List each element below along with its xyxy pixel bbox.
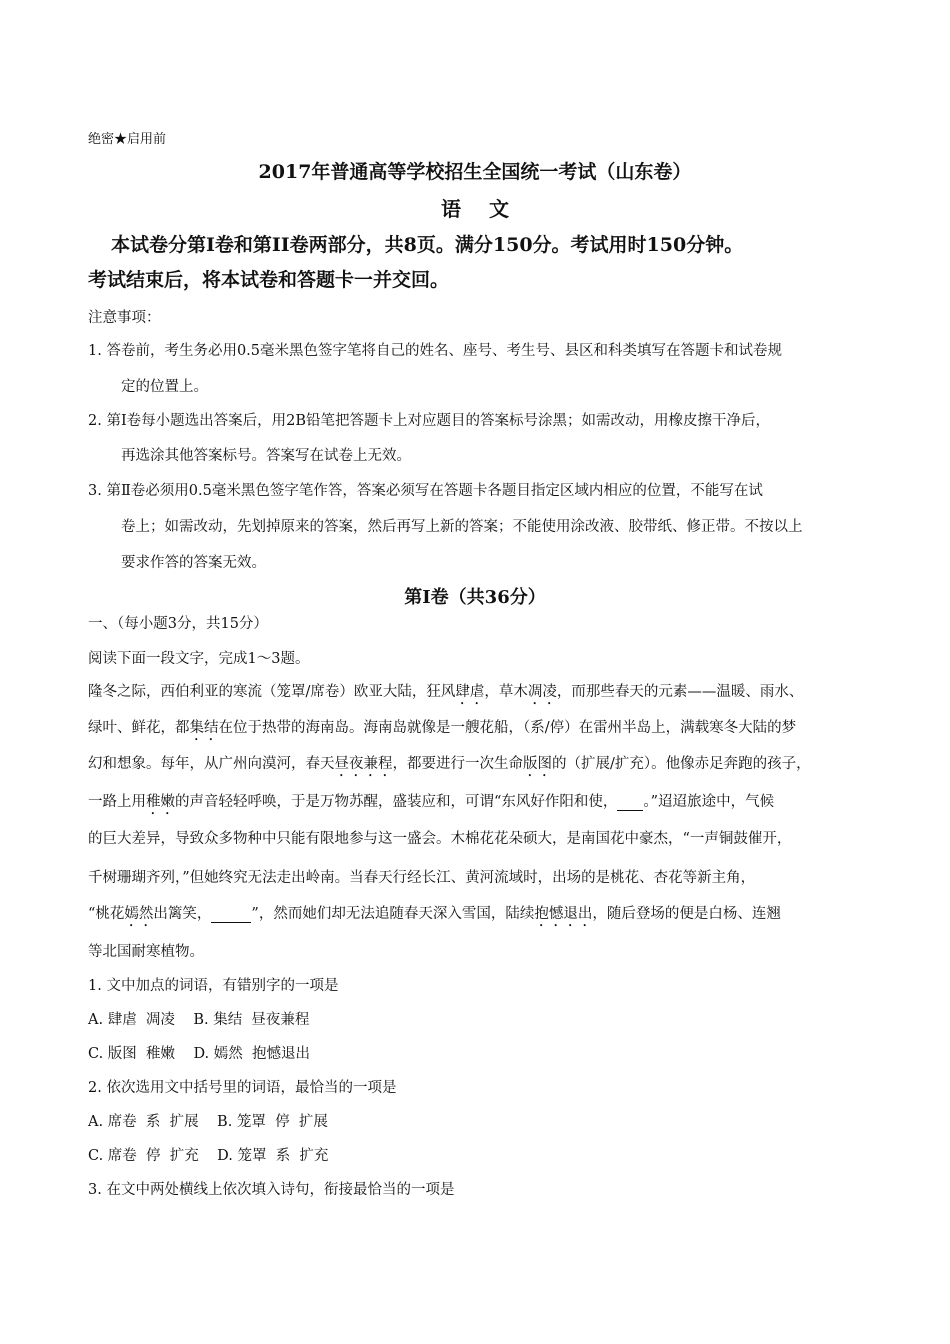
note-3-line-3: 要求作答的答案无效。: [121, 555, 266, 571]
part-one-heading: 一、（每小题3分，共15分）: [88, 616, 268, 632]
fill-blank-1: [617, 794, 643, 811]
question-2-options-ab: A. 席卷 系 扩展 B. 笼罩 停 扩展: [88, 1114, 328, 1130]
question-1: 1. 文中加点的词语，有错别字的一项是: [88, 978, 339, 994]
note-3-line-1: 3. 第Ⅱ卷必须用0.5毫米黑色签字笔作答，答案必须写在答题卡各题目指定区域内相应的位置，不能写在试: [88, 483, 763, 499]
passage-line-3: 幻和想象。每年，从广州向漠河，春天昼夜兼程，都要进行一次生命版图的（扩展/扩充）。他像赤足奔跑的孩子，: [88, 756, 811, 772]
note-3-line-2: 卷上；如需改动，先划掉原来的答案，然后再写上新的答案；不能使用涂改液、胶带纸、修正带。不按以上: [121, 519, 803, 535]
passage-line-4: 一路上用稚嫩的声音轻轻呼唤，于是万物苏醒，盛装应和，可谓“东风好作阳和使， 。”迢迢旅途中，气候: [88, 794, 775, 810]
secret-label: 绝密★启用前: [88, 132, 167, 147]
dotted-word: 版图: [523, 756, 552, 772]
dotted-word: 昼夜兼程: [334, 756, 393, 772]
exam-title: 2017年普通高等学校招生全国统一考试（山东卷）: [258, 161, 692, 183]
dotted-word: 肆虐: [455, 684, 485, 700]
dotted-word: 抱憾退出: [534, 906, 593, 922]
intro-line-2: 考试结束后，将本试卷和答题卡一并交回。: [88, 269, 450, 291]
question-1-options-ab: A. 肆虐 凋凌 B. 集结 昼夜兼程: [88, 1012, 310, 1028]
question-1-options-cd: C. 版图 稚嫩 D. 嫣然 抱憾退出: [88, 1046, 310, 1062]
notes-heading: 注意事项：: [88, 310, 161, 326]
dotted-word: 凋凌: [527, 684, 557, 700]
subject-title: 语文: [441, 197, 537, 221]
passage-line-5: 的巨大差异，导致众多物种中只能有限地参与这一盛会。木棉花花朵硕大，是南国花中豪杰，“一声铜鼓催开，: [88, 831, 792, 847]
question-2: 2. 依次选用文中括号里的词语，最恰当的一项是: [88, 1080, 397, 1096]
question-2-options-cd: C. 席卷 停 扩充 D. 笼罩 系 扩充: [88, 1148, 329, 1164]
passage-line-1: 隆冬之际，西伯利亚的寒流（笼罩/席卷）欧亚大陆，狂风肆虐，草木凋凌，而那些春天的元素——温暖、雨水、: [88, 684, 804, 700]
note-1-line-2: 定的位置上。: [121, 379, 208, 395]
note-2-line-2: 再选涂其他答案标号。答案写在试卷上无效。: [121, 448, 411, 464]
passage-line-8: 等北国耐寒植物。: [88, 944, 204, 960]
intro-line-1: 本试卷分第Ⅰ卷和第II卷两部分，共8页。满分150分。考试用时150分钟。: [111, 234, 744, 256]
passage-line-7: “桃花嫣然出篱笑， ”，然而她们却无法追随春天深入雪国，陆续抱憾退出，随后登场的便是白杨、连翘: [88, 906, 781, 922]
dotted-word: 嫣然: [124, 906, 154, 922]
reading-instruction: 阅读下面一段文字，完成1～3题。: [88, 651, 310, 667]
note-2-line-1: 2. 第Ⅰ卷每小题选出答案后，用2B铅笔把答题卡上对应题目的答案标号涂黑；如需改动，用橡皮擦干净后，: [88, 413, 771, 429]
fill-blank-2: [211, 906, 251, 923]
section-title: 第I卷（共36分）: [404, 587, 546, 608]
question-3: 3. 在文中两处横线上依次填入诗句，衔接最恰当的一项是: [88, 1182, 455, 1198]
dotted-word: 集结: [189, 720, 219, 736]
passage-line-2: 绿叶、鲜花，都集结在位于热带的海南岛。海南岛就像是一艘花船，（系/停）在雷州半岛上，满载寒冬大陆的梦: [88, 720, 797, 736]
note-1-line-1: 1. 答卷前，考生务必用0.5毫米黑色签字笔将自己的姓名、座号、考生号、县区和科类填写在答题卡和试卷规: [88, 343, 782, 359]
passage-line-6: 千树珊瑚齐列，”但她终究无法走出岭南。当春天行经长江、黄河流域时，出场的是桃花、杏花等新主角，: [88, 870, 756, 886]
dotted-word: 稚嫩: [146, 794, 175, 810]
